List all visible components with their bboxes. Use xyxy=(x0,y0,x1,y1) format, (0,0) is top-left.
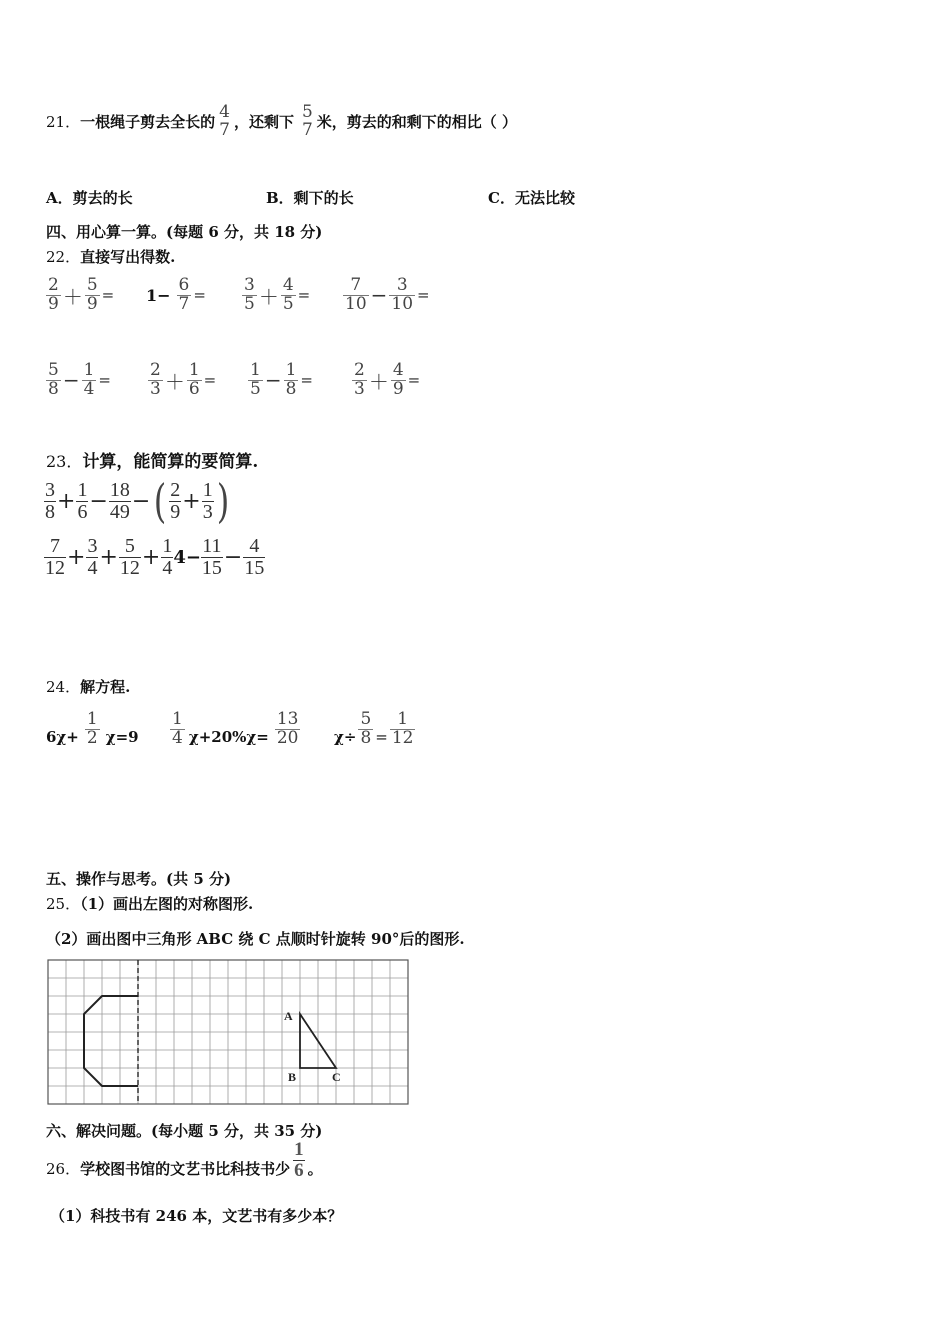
q23-text: 计算，能简算的要简算. xyxy=(82,452,259,472)
q22-item-7 xyxy=(248,362,313,399)
grid-lines xyxy=(48,960,408,1104)
q26-part-1: （1）科技书有 246 本，文艺书有多少本？ xyxy=(50,1207,343,1225)
operator: − xyxy=(264,368,282,393)
equals-sign: = xyxy=(98,371,111,390)
operator: ＋ xyxy=(164,369,185,394)
q21-text-part2: ，还剩下 xyxy=(233,113,294,132)
half-shape xyxy=(84,996,138,1086)
right-parenthesis: ) xyxy=(216,474,229,528)
fraction: $\frac{1}{4}$ xyxy=(83,360,95,399)
q21-question xyxy=(46,104,517,140)
middle-term: 4− xyxy=(173,547,201,568)
equation-part: χ+20%χ= xyxy=(188,727,269,746)
q24-equation-3 xyxy=(334,711,415,748)
q24-question xyxy=(46,676,130,697)
fraction: $\frac{3}{10}$ xyxy=(391,275,414,314)
q22-item-1 xyxy=(46,277,114,314)
fraction: 2 9 xyxy=(170,478,181,523)
q23-number: 23． xyxy=(46,452,83,471)
fraction: $\frac{4}{15}$ xyxy=(244,535,265,579)
operator: + xyxy=(182,488,201,514)
equals-sign: = xyxy=(300,371,313,390)
q22-question xyxy=(46,246,175,267)
q26-fraction: 1 6 xyxy=(294,1139,304,1181)
q24-equation-2 xyxy=(170,711,300,748)
fraction: $\frac{2}{3}$ xyxy=(150,360,161,399)
fraction: $\frac{1}{8}$ xyxy=(285,360,297,399)
q21-option-c[interactable]: C．无法比较 xyxy=(488,189,575,207)
q22-item-5 xyxy=(46,362,111,399)
equation-part: χ=9 xyxy=(105,727,139,746)
q25-question xyxy=(46,893,253,914)
lead-term: 1− xyxy=(146,285,171,305)
fraction: $\frac{1}{2}$ xyxy=(86,709,98,748)
equals-sign: = xyxy=(193,286,206,305)
q22-text: 直接写出得数. xyxy=(80,248,176,266)
q26-text: 学校图书馆的文艺书比科技书少 xyxy=(80,1159,291,1178)
operator: + xyxy=(99,545,118,570)
equation-part: χ÷ xyxy=(334,727,357,746)
section-5-title: 五、操作与思考。(共 5 分) xyxy=(46,870,232,888)
fraction: $\frac{2}{9}$ xyxy=(48,275,59,314)
fraction: $\frac{1}{6}$ xyxy=(77,478,88,523)
fraction: 3 8 xyxy=(45,478,55,523)
equals-sign: = xyxy=(407,371,421,390)
equals-sign: = xyxy=(375,727,388,746)
operator: ＋ xyxy=(62,284,83,309)
q24-equation-1 xyxy=(46,711,139,748)
fraction: $\frac{18}{49}$ xyxy=(109,478,130,523)
fraction: $\frac{11}{15}$ xyxy=(201,535,222,579)
equals-sign: = xyxy=(203,371,217,390)
q23-question xyxy=(46,447,258,472)
operator: + xyxy=(141,545,161,570)
q21-number: 21． xyxy=(46,113,81,132)
operator: ＋ xyxy=(258,284,279,309)
operator: − xyxy=(131,488,151,514)
q21-text-part3: 米，剪去的和剩下的相比（ ） xyxy=(316,113,518,132)
q22-item-3 xyxy=(242,277,310,314)
label-b: B xyxy=(288,1070,297,1084)
q26-suffix: 。 xyxy=(307,1159,323,1178)
equals-sign: = xyxy=(417,286,430,305)
fraction: $\frac{5}{12}$ xyxy=(119,535,140,579)
operator: − xyxy=(370,283,388,308)
q23-expression-1 xyxy=(44,474,232,528)
q25-part-1: （1）画出左图的对称图形. xyxy=(80,895,254,913)
fraction: $\frac{1}{12}$ xyxy=(391,709,414,748)
q21-fraction-1: 4 7 xyxy=(219,102,230,140)
q26-question xyxy=(46,1140,323,1181)
q22-item-4 xyxy=(343,277,430,314)
operator: + xyxy=(57,488,76,514)
fraction: $\frac{3}{4}$ xyxy=(87,535,98,579)
fraction: $\frac{5}{9}$ xyxy=(86,275,98,314)
left-parenthesis: ( xyxy=(154,474,167,528)
grid-figure xyxy=(46,958,410,1106)
q24-text: 解方程. xyxy=(80,678,131,696)
equation-part: 6χ+ xyxy=(46,727,79,746)
fraction: $\frac{5}{8}$ xyxy=(48,360,59,399)
q22-number: 22． xyxy=(46,248,81,266)
fraction: $\frac{3}{5}$ xyxy=(244,275,255,314)
equals-sign: = xyxy=(101,286,115,305)
q22-item-6 xyxy=(148,362,216,399)
fraction: $\frac{7}{10}$ xyxy=(345,275,367,314)
fraction: $\frac{1}{4}$ xyxy=(172,709,183,748)
q24-number: 24． xyxy=(46,678,81,696)
fraction: $\frac{13}{20}$ xyxy=(276,709,299,748)
fraction: $\frac{6}{7}$ xyxy=(178,275,190,314)
operator: − xyxy=(89,488,108,514)
q22-item-2 xyxy=(146,277,206,314)
fraction: $\frac{1}{4}$ xyxy=(162,535,173,579)
fraction: $\frac{1}{5}$ xyxy=(250,360,261,399)
operator: ＋ xyxy=(368,369,389,394)
fraction: $\frac{1}{6}$ xyxy=(188,360,200,399)
fraction: $\frac{1}{3}$ xyxy=(202,478,213,523)
fraction: $\frac{5}{8}$ xyxy=(360,709,372,748)
q26-number: 26． xyxy=(46,1159,81,1178)
equals-sign: = xyxy=(297,286,311,305)
q22-item-8 xyxy=(352,362,420,399)
q21-option-a[interactable]: A．剪去的长 xyxy=(46,189,133,207)
q21-fraction-2: 5 7 xyxy=(301,102,313,140)
label-c: C xyxy=(332,1070,341,1084)
fraction: $\frac{2}{3}$ xyxy=(354,360,365,399)
q25-part-2: （2）画出图中三角形 ABC 绕 C 点顺时针旋转 90°后的图形. xyxy=(46,930,465,948)
fraction: $\frac{4}{9}$ xyxy=(392,360,404,399)
label-a: A xyxy=(284,1009,293,1023)
q21-option-b[interactable]: B．剩下的长 xyxy=(266,189,354,207)
section-6-title: 六、解决问题。(每小题 5 分，共 35 分) xyxy=(46,1122,323,1140)
q23-expression-2 xyxy=(44,536,265,579)
operator: − xyxy=(62,368,80,393)
q21-text-part1: 一根绳子剪去全长的 xyxy=(80,113,216,132)
operator: − xyxy=(223,545,243,570)
operator: + xyxy=(67,545,86,570)
q25-number: 25． xyxy=(46,895,81,913)
fraction: $\frac{4}{5}$ xyxy=(282,275,294,314)
fraction: 7 12 xyxy=(45,535,65,579)
section-4-title: 四、用心算一算。(每题 6 分，共 18 分) xyxy=(46,223,323,241)
